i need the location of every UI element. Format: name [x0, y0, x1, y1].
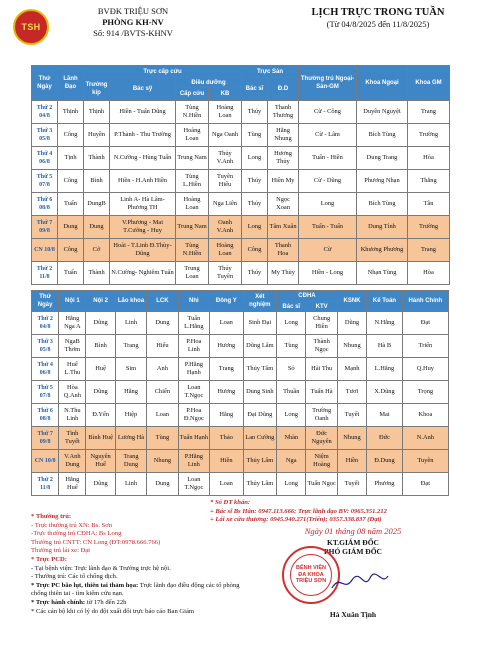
cell-lk: Sim — [115, 358, 146, 381]
cell-gm: Trang — [408, 101, 450, 124]
cell-nhi: P.Hằng Linh — [178, 450, 209, 473]
cell-san_bs: Thúy — [242, 170, 268, 193]
thuong-tru-cdha: -Trực thường trú CĐHA: Bs Long — [31, 530, 122, 538]
cell-kt: Phương — [367, 473, 403, 496]
cell-n1: Tình Tuyết — [59, 427, 86, 450]
cell-xn: Lan Cường — [243, 427, 277, 450]
cell-san_dd: Tâm Xuân — [268, 216, 299, 239]
cell-gm: Hòa — [408, 147, 450, 170]
cell-bs: Nhàn — [277, 427, 306, 450]
hdr-khoa-gm: Khoa GM — [408, 66, 450, 101]
row-day: Thứ 3 05/8 — [32, 335, 59, 358]
row-day: Thứ 2 04/8 — [32, 101, 58, 124]
row-day: Thứ 3 05/8 — [32, 124, 58, 147]
cell-san_bs: Công — [242, 239, 268, 262]
cell-tt: Cừ - Dũng — [299, 170, 357, 193]
cell-dy: Hương — [210, 381, 244, 404]
table-row — [32, 101, 450, 124]
cell-dy: Loan — [210, 473, 244, 496]
sdt-line-1: + Bác sĩ Bs Hân: 0947.113.666; Trực lãnh đạo BV: 0965.351.212 — [210, 507, 387, 515]
cell-xn: Sinh Đại — [243, 312, 277, 335]
row-day: Thứ 2 11/8 — [32, 473, 59, 496]
thuong-tru-lai-xe: Thường trú lái xe: Đạt — [31, 547, 91, 555]
cell-gm: Trường — [408, 216, 450, 239]
table-row — [32, 358, 449, 381]
pcbl-text: Trực lãnh đạo điều động các tổ phòng chống thiên tai - tìm kiếm cứu nạn. — [31, 581, 240, 598]
hdr-thu-ngay: Thứ Ngày — [32, 66, 58, 101]
cell-bs: Long — [277, 473, 306, 496]
cell-dy: Hiền — [210, 450, 244, 473]
cell-n1: NgaB Thơm — [59, 335, 86, 358]
cell-san_bs: Thủy — [242, 193, 268, 216]
thuong-tru-xn: - Trực thường trú XN: Bs. Sơn — [31, 521, 112, 529]
cell-lk: Trang — [115, 335, 146, 358]
hdr-truong-kip: Trưởng kíp — [84, 78, 110, 101]
hdr-cap-cuu: Cấp cứu — [176, 88, 209, 101]
cell-kt: Đ.Dung — [367, 450, 403, 473]
cell-ngoai: Bích Tùng — [357, 193, 408, 216]
hdr-truc-cap-cuu: Trực cấp cứu — [84, 66, 242, 78]
hdr-truc-san: Trực Sản — [242, 66, 299, 78]
sign-date: Ngày 01 tháng 08 năm 2025 — [304, 526, 402, 536]
cell-bs: P.Thành - Thu Trường — [110, 124, 176, 147]
cell-ksnk: Dũng — [337, 312, 366, 335]
cell-lk: Linh — [115, 312, 146, 335]
cell-san_dd: Ngọc Xoan — [268, 193, 299, 216]
dept-name: PHÒNG KH-NV — [102, 17, 164, 27]
cell-dy: Loan — [210, 312, 244, 335]
cell-bs: Hiền - Tuấn Dũng — [110, 101, 176, 124]
cell-lck: Nhung — [147, 450, 178, 473]
cell-ktv: Thành Ngọc — [306, 335, 337, 358]
cell-san_dd: Hương Thủy — [268, 147, 299, 170]
cell-san_bs: Thúy — [242, 262, 268, 285]
cell-n2: Đ.Yến — [86, 404, 115, 427]
date-range: (Từ 04/8/2025 đến 11/8/2025) — [326, 19, 430, 29]
cell-lk: Hiệp — [115, 404, 146, 427]
cell-ksnk: Nhung — [337, 335, 366, 358]
cell-ksnk: Hiền — [337, 450, 366, 473]
hdr2-noi1: Nội 1 — [59, 291, 86, 312]
cell-n2: Nguyên Huế — [86, 450, 115, 473]
table-row — [32, 147, 450, 170]
pcbl-heading: * Trực PC bão lụt, thiên tai thảm họa: — [31, 581, 139, 589]
table-row — [32, 193, 450, 216]
hdr2-xet-nghiem: Xét nghiệm — [243, 291, 277, 312]
table-row — [32, 450, 449, 473]
cell-kb: Tuyên Hiếu — [209, 170, 242, 193]
cell-bs: Long — [277, 404, 306, 427]
row-day: CN 10/8 — [32, 450, 59, 473]
cell-tt: Long — [299, 193, 357, 216]
cell-bs: N.Cường- Nghiêm Tuấn — [110, 262, 176, 285]
duty-table-2 — [31, 290, 449, 496]
footer-right — [210, 499, 490, 525]
hdr-san-bs: Bác sĩ — [242, 78, 268, 101]
cell-ngoai: Duyên Nguyệt — [357, 101, 408, 124]
cell-kt: L.Hằng — [367, 358, 403, 381]
table-row — [32, 170, 450, 193]
hdr2-ktv: KTV — [306, 302, 337, 312]
row-day: Thứ 2 04/8 — [32, 312, 59, 335]
cell-n1: Huế L.Thu — [59, 358, 86, 381]
signature — [330, 572, 390, 594]
cell-lck: Anh — [147, 358, 178, 381]
cell-dy: Trang — [210, 358, 244, 381]
cell-cc: Hoàng Loan — [176, 124, 209, 147]
hdr2-nhi: Nhi — [178, 291, 209, 312]
org-block — [58, 6, 208, 39]
cell-lk: Hằng — [115, 381, 146, 404]
row-day: Thứ 6 08/8 — [32, 193, 58, 216]
cell-ksnk: Tuyết — [337, 473, 366, 496]
cell-nhi: Tuấn L.Hằng — [178, 312, 209, 335]
cell-ld: Công — [58, 124, 84, 147]
cell-kb: Thủy Tuyên — [209, 262, 242, 285]
table-row — [32, 124, 450, 147]
cell-cc: Tùng N.Hiền — [176, 101, 209, 124]
cell-n2: Dũng — [86, 473, 115, 496]
cell-kb: Thủy V.Anh — [209, 147, 242, 170]
hdr-bac-si: Bác sỹ — [110, 78, 176, 101]
cell-n2: Bình Huệ — [86, 427, 115, 450]
hdr-dieu-duong: Điều dưỡng — [176, 78, 242, 88]
cell-kb: Nga Oanh — [209, 124, 242, 147]
cell-dy: Hương — [210, 335, 244, 358]
cell-hc: Trọng — [402, 381, 448, 404]
row-day: Thứ 5 07/8 — [32, 381, 59, 404]
cell-hc: Khoa — [402, 404, 448, 427]
cell-gm: Hòa — [408, 262, 450, 285]
cell-bs: N.Cường - Hùng Tuấn — [110, 147, 176, 170]
cell-kt: Đức — [367, 427, 403, 450]
cell-xn: Dũng Lâm — [243, 335, 277, 358]
cell-ld: Tuấn — [58, 193, 84, 216]
cell-ktv: Chung Hiền — [306, 312, 337, 335]
stamp-text: BỆNH VIỆN ĐA KHOA TRIỆU SƠN — [290, 554, 332, 596]
cell-san_dd: My Thùy — [268, 262, 299, 285]
row-day: CN 10/8 — [32, 239, 58, 262]
cell-lck: Tùng — [147, 427, 178, 450]
hdr2-lck: LCK — [147, 291, 178, 312]
hdr-kb: KB — [209, 88, 242, 101]
cell-tt: Tuấn - Tuấn — [299, 216, 357, 239]
title-block — [268, 6, 488, 30]
cell-ksnk: Tươi — [337, 381, 366, 404]
table-row — [32, 427, 449, 450]
cell-ksnk: Nhung — [337, 427, 366, 450]
sdt-line-2: + Lái xe cứu thương: 0945.940.271(Triển); 0357.338.837 (Đạt) — [210, 516, 382, 524]
row-day: Thứ 7 09/8 — [32, 427, 59, 450]
cell-ld: Công — [58, 170, 84, 193]
row-day: Thứ 2 11/8 — [32, 262, 58, 285]
cell-n2: Dũng — [86, 381, 115, 404]
cell-tk: Thành — [84, 147, 110, 170]
cell-tk: Bình — [84, 170, 110, 193]
cell-lck: Loan — [147, 404, 178, 427]
cell-bs: Thuần — [277, 381, 306, 404]
signer-name: Hà Xuân Tịnh — [329, 610, 377, 619]
cell-ngoai: Dung Trang — [357, 147, 408, 170]
cell-n1: Hằng Huế — [59, 473, 86, 496]
cell-lck: Hiếu — [147, 335, 178, 358]
cell-cc: Hoàng Loan — [176, 193, 209, 216]
cell-san_dd: Hiền My — [268, 170, 299, 193]
cell-cc: Trung Loan — [176, 262, 209, 285]
cell-tt: Tuấn - Hiền — [299, 147, 357, 170]
cell-cc: Tùng L.Hiền — [176, 170, 209, 193]
cell-dy: Hằng — [210, 404, 244, 427]
hanh-chinh-text: từ 17h đến 22h — [86, 598, 127, 606]
cell-dy: Thảo — [210, 427, 244, 450]
hdr2-cdha: CĐHA — [277, 291, 338, 302]
table-row — [32, 262, 450, 285]
table-row — [32, 216, 450, 239]
hdr-lanh-dao: Lãnh Đạo — [58, 66, 84, 101]
table-row — [32, 239, 450, 262]
cell-lk: Lương Hà — [115, 427, 146, 450]
cell-ld: Tuấn — [58, 262, 84, 285]
pcbl-block — [31, 582, 256, 599]
hanh-chinh-block — [31, 599, 256, 608]
cell-ld: Công — [58, 239, 84, 262]
cell-san_bs: Thúy — [242, 101, 268, 124]
cell-n2: Dũng — [86, 312, 115, 335]
sdt-heading: * Số ĐT khẩn: — [210, 499, 251, 506]
duty-table-1 — [31, 65, 450, 285]
cell-ld: Tịnh — [58, 147, 84, 170]
cell-kb: Nga Liên — [209, 193, 242, 216]
hdr-khoa-ngoai: Khoa Ngoại — [357, 66, 408, 101]
doc-number: Số: 914 /BVTS-KHNV — [93, 28, 173, 38]
cell-tt: Cừ — [299, 239, 357, 262]
page-title: LỊCH TRỰC TRONG TUẦN — [311, 7, 445, 18]
cell-nhi: P.Hoa Linh — [178, 335, 209, 358]
sign-title-2: PHÓ GIÁM ĐỐC — [324, 547, 382, 556]
cell-kt: Mai — [367, 404, 403, 427]
document-header — [0, 0, 500, 52]
table-row — [32, 312, 449, 335]
cell-hc: Triển — [402, 335, 448, 358]
cell-nhi: Tuấn Hạnh — [178, 427, 209, 450]
cell-san_dd: Thanh Hoa — [268, 239, 299, 262]
pcd-heading: * Trực PCD: — [31, 555, 67, 563]
cell-kt: N.Hằng — [367, 312, 403, 335]
cell-ktv: Đức Nguyên — [306, 427, 337, 450]
cell-gm: Thắng — [408, 170, 450, 193]
row-day: Thứ 4 06/8 — [32, 147, 58, 170]
hdr2-dong-y: Đông Y — [210, 291, 244, 312]
cell-bs: Hiền - H.Anh Hiền — [110, 170, 176, 193]
cell-tt: Hiền - Long — [299, 262, 357, 285]
cell-bs: Tùng — [277, 335, 306, 358]
pcd-line-1: - Tại bệnh viện: Trực lãnh đạo & Trưởng trực hệ nội. — [31, 564, 171, 572]
cell-n2: Bình — [86, 335, 115, 358]
cell-hc: Đạt — [402, 312, 448, 335]
hdr2-noi2: Nội 2 — [86, 291, 115, 312]
cell-tk: Huyền — [84, 124, 110, 147]
cell-lck: Chiến — [147, 381, 178, 404]
cell-gm: Trường — [408, 124, 450, 147]
hdr-ngoai-san-gm: Thường trú Ngoại-Sản-GM — [299, 66, 357, 101]
cell-ngoai: Dung Tình — [357, 216, 408, 239]
cell-lk: Trang Dung — [115, 450, 146, 473]
cell-san_bs: Long — [242, 147, 268, 170]
cell-tk: Dung — [84, 216, 110, 239]
cell-gm: Trang — [408, 239, 450, 262]
cell-tt: Cừ - Công — [299, 101, 357, 124]
table-row — [32, 404, 449, 427]
cell-ktv: Hải Thu — [306, 358, 337, 381]
cell-nhi: P.Hoa Đ.Ngọc — [178, 404, 209, 427]
hdr2-ksnk: KSNK — [337, 291, 366, 312]
cell-hc: N.Anh — [402, 427, 448, 450]
hdr2-thu-ngay: Thứ Ngày — [32, 291, 59, 312]
cell-gm: Tân — [408, 193, 450, 216]
cell-ngoai: Khương Phương — [357, 239, 408, 262]
cell-cc: Trung Nam — [176, 216, 209, 239]
cell-kb: Hoàng Loan — [209, 101, 242, 124]
cell-xn: Thủy Lâm — [243, 473, 277, 496]
row-day: Thứ 4 06/8 — [32, 358, 59, 381]
cell-ksnk: Mạnh — [337, 358, 366, 381]
row-day: Thứ 5 07/8 — [32, 170, 58, 193]
cell-san_bs: Tùng — [242, 124, 268, 147]
row-day: Thứ 7 09/8 — [32, 216, 58, 239]
footer-left — [31, 513, 256, 616]
hdr2-bac-si: Bác sĩ — [277, 302, 306, 312]
cell-san_dd: Hằng Nhung — [268, 124, 299, 147]
cell-bs: Sỏ — [277, 358, 306, 381]
cell-n2: Huệ — [86, 358, 115, 381]
table-row — [32, 381, 449, 404]
cell-nhi: Loan T.Ngọc — [178, 381, 209, 404]
cell-cc: Trung Nam — [176, 147, 209, 170]
cell-bs: Hoài - T.Linh Đ.Thùy-Dũng — [110, 239, 176, 262]
cell-lck: Dung — [147, 312, 178, 335]
cell-bs: Long — [277, 312, 306, 335]
cell-xn: Thủy Lâm — [243, 450, 277, 473]
cell-cc: Tùng N.Hiền — [176, 239, 209, 262]
cell-tk: Thành — [84, 262, 110, 285]
cell-kt: X.Dũng — [367, 381, 403, 404]
cell-n1: Hằng Nga A — [59, 312, 86, 335]
cell-bs: V.Phương - Mai T.Cường - Huy — [110, 216, 176, 239]
sign-title-1: KT.GIÁM ĐỐC — [327, 538, 379, 547]
row-day: Thứ 6 08/8 — [32, 404, 59, 427]
cell-nhi: P.Hằng Hạnh — [178, 358, 209, 381]
cell-ld: Dung — [58, 216, 84, 239]
cell-lck: Dung — [147, 473, 178, 496]
footer-note: * Các cán bộ khi có lý do đột xuất đổi trực báo cáo Ban Giám — [31, 607, 195, 615]
org-name: BVĐK TRIỆU SƠN — [97, 6, 169, 16]
hdr-san-dd: Đ.D — [268, 78, 299, 101]
hdr2-ke-toan: Kế Toán — [367, 291, 403, 312]
cell-ktv: Trường Oanh — [306, 404, 337, 427]
cell-nhi: Loan T.Ngọc — [178, 473, 209, 496]
cell-hc: Q.Huy — [402, 358, 448, 381]
cell-san_bs: Long — [242, 216, 268, 239]
cell-bs: Linh A- Hà Lâm-Phương TH — [110, 193, 176, 216]
table-row — [32, 335, 449, 358]
cell-tt: Cừ - Lâm — [299, 124, 357, 147]
cell-hc: Đạt — [402, 473, 448, 496]
table-row — [32, 473, 449, 496]
cell-ktv: Niệm Hoàng — [306, 450, 337, 473]
cell-tk: Thịnh — [84, 101, 110, 124]
cell-san_dd: Thanh Thương — [268, 101, 299, 124]
hdr2-lao-khoa: Lão khoa — [115, 291, 146, 312]
cell-n1: Hòa Q.Anh — [59, 381, 86, 404]
thuong-tru-cntt: Thường trú CNTT: CN Long (ĐT:0978.666.766) — [31, 538, 161, 546]
cell-hc: Tuyên — [402, 450, 448, 473]
hospital-logo: TSH — [13, 9, 49, 45]
cell-ksnk: Tuyết — [337, 404, 366, 427]
cell-ngoai: Bích Tùng — [357, 124, 408, 147]
hanh-chinh-heading: * Trực hành chính: — [31, 598, 86, 606]
cell-ktv: Tuấn Hà — [306, 381, 337, 404]
pcd-line-2: - Thường trú: Các tổ chống dịch. — [31, 573, 118, 581]
cell-kb: Hoàng Loan — [209, 239, 242, 262]
cell-lk: Linh — [115, 473, 146, 496]
hdr2-hanh-chinh: Hành Chính — [402, 291, 448, 312]
cell-xn: Thủy Tâm — [243, 358, 277, 381]
cell-tk: Cờ — [84, 239, 110, 262]
cell-ktv: Tuấn Ngọc — [306, 473, 337, 496]
cell-kt: Hà B — [367, 335, 403, 358]
cell-ngoai: Nhạn Tùng — [357, 262, 408, 285]
cell-ngoai: Phương Nhạn — [357, 170, 408, 193]
cell-xn: Đại Dũng — [243, 404, 277, 427]
cell-tk: DungB — [84, 193, 110, 216]
cell-n1: N.Thu Linh — [59, 404, 86, 427]
cell-xn: Dung Sinh — [243, 381, 277, 404]
cell-n1: V.Anh Dung — [59, 450, 86, 473]
cell-kb: Oanh V.Anh — [209, 216, 242, 239]
cell-bs: Nga — [277, 450, 306, 473]
thuong-tru-heading: * Thường trú: — [31, 513, 72, 520]
cell-ld: Thịnh — [58, 101, 84, 124]
